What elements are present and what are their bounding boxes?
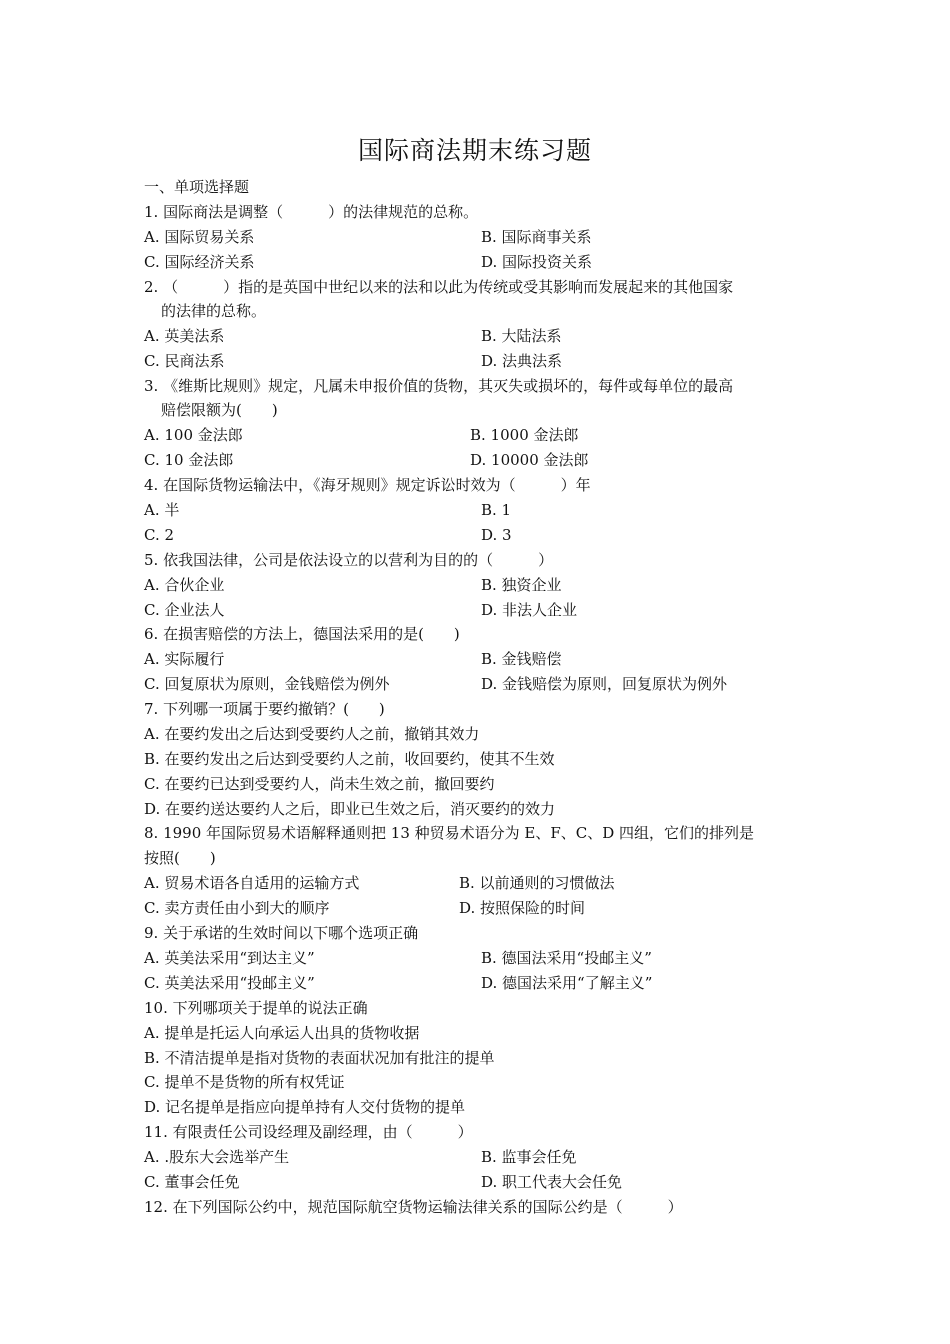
question-7-option-a: A. 在要约发出之后达到受要约人之前，撤销其效力 [144, 725, 480, 743]
question-8-option-a: A. 贸易术语各自适用的运输方式 [144, 874, 360, 892]
question-3-option-d: D. 10000 金法郎 [470, 451, 589, 469]
question-10: 10. 下列哪项关于提单的说法正确 [144, 999, 368, 1017]
question-5-option-b: B. 独资企业 [481, 576, 562, 594]
question-1-option-c: C. 国际经济关系 [144, 253, 255, 271]
question-2: 2. （ ）指的是英国中世纪以来的法和以此为传统或受其影响而发展起来的其他国家 [144, 278, 734, 296]
question-1-option-a: A. 国际贸易关系 [144, 228, 255, 246]
question-11-option-c: C. 董事会任免 [144, 1173, 240, 1191]
question-11: 11. 有限责任公司设经理及副经理，由（ ） [144, 1123, 473, 1141]
question-5: 5. 依我国法律，公司是依法设立的以营利为目的的（ ） [144, 551, 554, 569]
question-3-option-c: C. 10 金法郎 [144, 451, 234, 469]
question-10-option-d: D. 记名提单是指应向提单持有人交付货物的提单 [144, 1098, 466, 1116]
question-11-option-d: D. 职工代表大会任免 [481, 1173, 623, 1191]
question-10-option-a: A. 提单是托运人向承运人出具的货物收据 [144, 1024, 420, 1042]
question-4-option-b: B. 1 [481, 501, 512, 519]
question-12: 12. 在下列国际公约中，规范国际航空货物运输法律关系的国际公约是（ ） [144, 1198, 683, 1216]
question-5-option-c: C. 企业法人 [144, 601, 225, 619]
question-7: 7. 下列哪一项属于要约撤销？( ) [144, 700, 385, 718]
question-8-continued: 按照( ) [144, 849, 216, 867]
question-9-option-c: C. 英美法采用“投邮主义” [144, 974, 315, 992]
section-heading: 一、单项选择题 [144, 178, 250, 196]
question-4-option-c: C. 2 [144, 526, 175, 544]
question-7-option-b: B. 在要约发出之后达到受要约人之前，收回要约，使其不生效 [144, 750, 555, 768]
question-3-option-b: B. 1000 金法郎 [470, 426, 579, 444]
question-6-option-a: A. 实际履行 [144, 650, 225, 668]
question-8-option-b: B. 以前通则的习惯做法 [459, 874, 615, 892]
question-7-option-c: C. 在要约已达到受要约人，尚未生效之前，撤回要约 [144, 775, 495, 793]
question-1-option-d: D. 国际投资关系 [481, 253, 593, 271]
question-10-option-b: B. 不清洁提单是指对货物的表面状况加有批注的提单 [144, 1049, 495, 1067]
question-8-option-c: C. 卖方责任由小到大的顺序 [144, 899, 330, 917]
question-4-option-a: A. 半 [144, 501, 180, 519]
question-2-option-b: B. 大陆法系 [481, 327, 562, 345]
question-10-option-c: C. 提单不是货物的所有权凭证 [144, 1073, 345, 1091]
question-3: 3. 《维斯比规则》规定，凡属未申报价值的货物，其灭失或损坏的，每件或每单位的最高 [144, 377, 734, 395]
question-2-option-d: D. 法典法系 [481, 352, 563, 370]
question-7-option-d: D. 在要约送达要约人之后，即业已生效之后，消灭要约的效力 [144, 800, 556, 818]
question-6-option-b: B. 金钱赔偿 [481, 650, 562, 668]
question-11-option-b: B. 监事会任免 [481, 1148, 577, 1166]
question-6-option-d: D. 金钱赔偿为原则，回复原状为例外 [481, 675, 728, 693]
question-11-option-a: A. .股东大会选举产生 [144, 1148, 290, 1166]
question-4: 4. 在国际货物运输法中，《海牙规则》规定诉讼时效为（ ）年 [144, 476, 591, 494]
question-5-option-a: A. 合伙企业 [144, 576, 225, 594]
question-3-continued: 赔偿限额为( ) [161, 401, 278, 419]
question-2-option-c: C. 民商法系 [144, 352, 225, 370]
question-3-option-a: A. 100 金法郎 [144, 426, 243, 444]
question-5-option-d: D. 非法人企业 [481, 601, 578, 619]
question-9: 9. 关于承诺的生效时间以下哪个选项正确 [144, 924, 419, 942]
question-1-option-b: B. 国际商事关系 [481, 228, 592, 246]
question-6: 6. 在损害赔偿的方法上，德国法采用的是( ) [144, 625, 460, 643]
question-8-option-d: D. 按照保险的时间 [459, 899, 586, 917]
question-1: 1. 国际商法是调整（ ）的法律规范的总称。 [144, 203, 479, 221]
question-4-option-d: D. 3 [481, 526, 512, 544]
question-9-option-d: D. 德国法采用“了解主义” [481, 974, 653, 992]
question-2-option-a: A. 英美法系 [144, 327, 225, 345]
question-9-option-b: B. 德国法采用“投邮主义” [481, 949, 652, 967]
question-2-continued: 的法律的总称。 [161, 302, 267, 320]
question-9-option-a: A. 英美法采用“到达主义” [144, 949, 315, 967]
question-6-option-c: C. 回复原状为原则，金钱赔偿为例外 [144, 675, 390, 693]
page-title: 国际商法期末练习题 [357, 136, 592, 165]
question-8: 8. 1990 年国际贸易术语解释通则把 13 种贸易术语分为 E、F、C、D 四组，它们的排列是 [144, 824, 755, 842]
